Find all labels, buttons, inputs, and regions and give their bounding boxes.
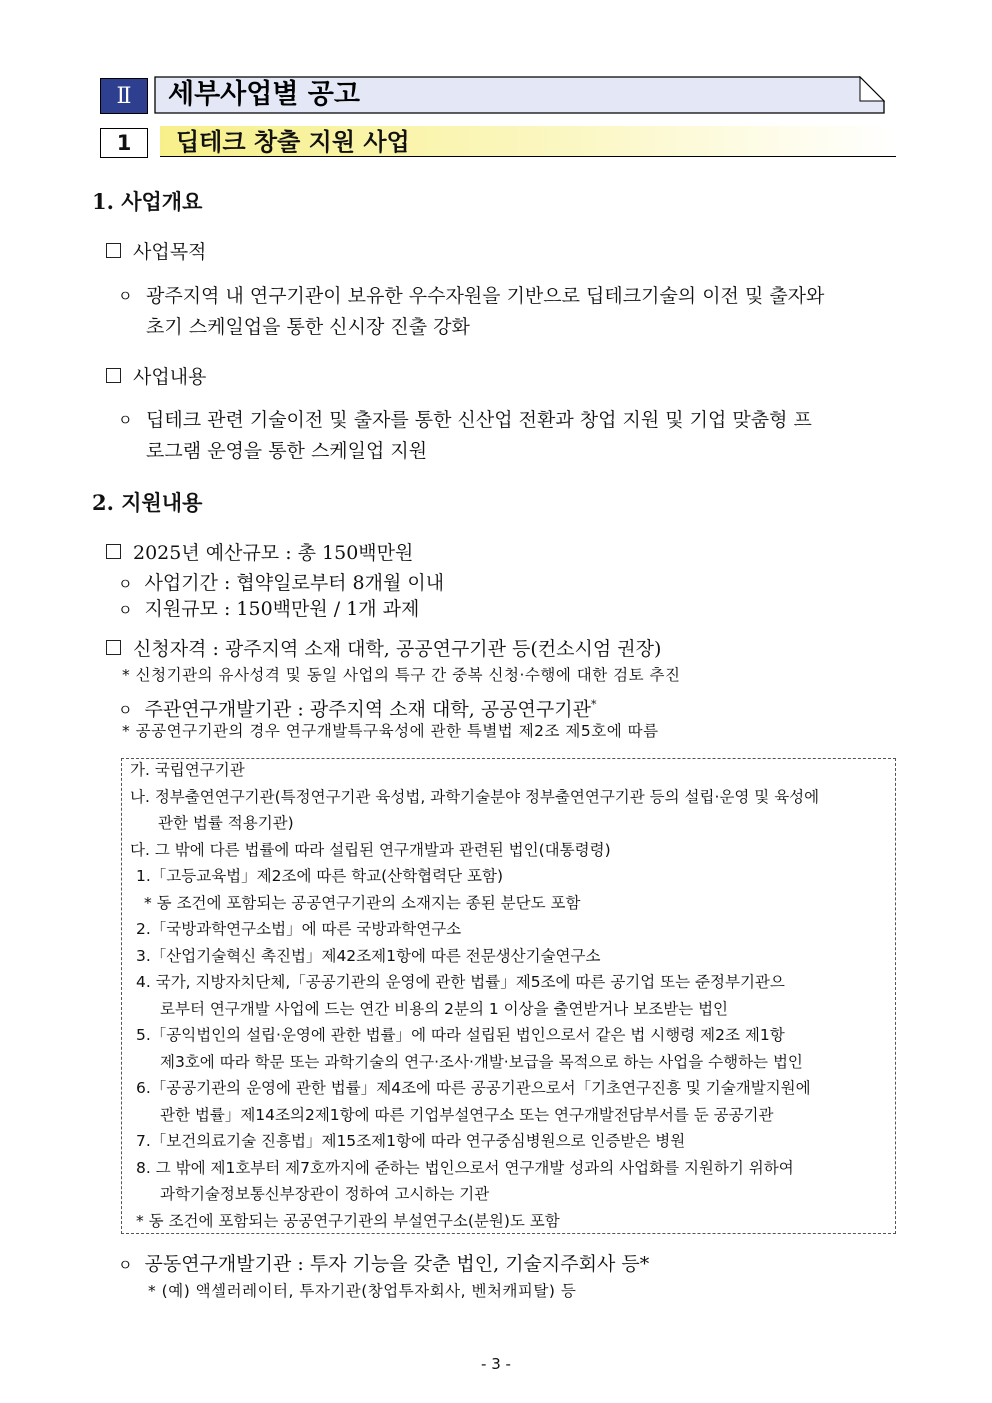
budget-heading [106, 538, 413, 565]
circle-bullet-icon: ㅇ [118, 1256, 133, 1274]
heading-support: 2. 지원내용 [92, 490, 203, 515]
box-line-14: 7.「보건의료기술 진흥법」제15조제1항에 따라 연구중심병원으로 인증받은 병원 [136, 1132, 686, 1150]
box-line-11: 제3호에 따라 학문 또는 과학기술의 연구·조사·개발·보급을 목적으로 하는 사업을 수행하는 법인 [160, 1053, 803, 1071]
budget-scale-text: 지원규모 : 150백만원 / 1개 과제 [144, 598, 420, 620]
box-line-0: 가. 국립연구기관 [130, 761, 245, 779]
lead-footnote-mark: * [590, 698, 597, 711]
content-heading [106, 362, 206, 389]
joint-institution [118, 1249, 649, 1281]
heading-overview: 1. 사업개요 [92, 189, 203, 214]
box-line-4: 1.「고등교육법」제2조에 따른 학교(산학협력단 포함) [136, 867, 504, 885]
chapter-number: Ⅱ [100, 78, 148, 114]
box-line-17: * 동 조건에 포함되는 공공연구기관의 부설연구소(분원)도 포함 [136, 1212, 560, 1230]
square-bullet-icon [106, 368, 121, 383]
eligibility-label: 신청자격 : 광주지역 소재 대학, 공공연구기관 등(컨소시엄 권장) [133, 638, 662, 660]
box-line-9: 로부터 연구개발 사업에 드는 연간 비용의 2분의 1 이상을 출연받거나 보조받는 법인 [160, 1000, 729, 1018]
eligibility-note-1: * 신청기관의 유사성격 및 동일 사업의 특구 간 중복 신청·수행에 대한 검토 추진 [122, 666, 681, 684]
square-bullet-icon [106, 243, 121, 258]
content-line-2: 로그램 운영을 통한 스케일업 지원 [146, 440, 428, 462]
eligibility-note-2: * 공공연구기관의 경우 연구개발특구육성에 관한 특별법 제2조 제5호에 따름 [122, 722, 659, 740]
joint-note: * (예) 액셀러레이터, 투자기관(창업투자회사, 벤처캐피탈) 등 [148, 1282, 577, 1300]
box-line-16: 과학기술정보통신부장관이 정하여 고시하는 기관 [160, 1185, 490, 1203]
purpose-line-2: 초기 스케일업을 통한 신시장 진출 강화 [146, 316, 470, 338]
box-line-6: 2.「국방과학연구소법」에 따른 국방과학연구소 [136, 920, 462, 938]
circle-bullet-icon: ㅇ [118, 411, 133, 429]
section-title: 딥테크 창출 지원 사업 [176, 128, 410, 156]
page-number: - 3 - [481, 1355, 511, 1373]
box-line-1: 나. 정부출연연구기관(특정연구기관 육성법, 과학기술분야 정부출연연구기관 등의 설립·운영 및 육성에 [130, 788, 820, 806]
circle-bullet-icon: ㅇ [118, 601, 133, 619]
circle-bullet-icon: ㅇ [118, 575, 133, 593]
section-number: 1 [100, 128, 148, 158]
box-line-8: 4. 국가, 지방자치단체,「공공기관의 운영에 관한 법률」제5조에 따른 공기업 또는 준정부기관으 [136, 973, 785, 991]
box-line-3: 다. 그 밖에 다른 법률에 따라 설립된 연구개발과 관련된 법인(대통령령) [130, 841, 611, 859]
chapter-title: 세부사업별 공고 [168, 79, 360, 110]
box-line-12: 6.「공공기관의 운영에 관한 법률」제4조에 따른 공공기관으로서「기초연구진흥 및 기술개발지원에 [136, 1079, 811, 1097]
budget-label: 2025년 예산규모 : 총 150백만원 [133, 542, 414, 564]
budget-item-scale [118, 594, 419, 626]
purpose-heading [106, 237, 206, 264]
joint-institution-text: 공동연구개발기관 : 투자 기능을 갖춘 법인, 기술지주회사 등* [144, 1253, 650, 1275]
budget-period-text: 사업기간 : 협약일로부터 8개월 이내 [144, 572, 445, 594]
circle-bullet-icon: ㅇ [118, 287, 133, 305]
content-label: 사업내용 [133, 366, 207, 388]
circle-bullet-icon: ㅇ [118, 701, 133, 720]
purpose-line-1: 광주지역 내 연구기관이 보유한 우수자원을 기반으로 딥테크기술의 이전 및 출자와 [146, 285, 825, 307]
content-line-1: 딥테크 관련 기술이전 및 출자를 통한 신산업 전환과 창업 지원 및 기업 맞춤형 프 [146, 409, 812, 431]
box-line-15: 8. 그 밖에 제1호부터 제7호까지에 준하는 법인으로서 연구개발 성과의 사업화를 지원하기 위하여 [136, 1159, 794, 1177]
box-line-13: 관한 법률」제14조의2제1항에 따른 기업부설연구소 또는 연구개발전담부서를 둔 공공기관 [160, 1106, 774, 1124]
box-line-7: 3.「산업기술혁신 촉진법」제42조제1항에 따른 전문생산기술연구소 [136, 947, 601, 965]
content-paragraph [118, 405, 896, 467]
square-bullet-icon [106, 640, 121, 655]
purpose-paragraph [118, 281, 896, 343]
box-line-10: 5.「공익법인의 설립·운영에 관한 법률」에 따라 설립된 법인으로서 같은 법 시행령 제2조 제1항 [136, 1026, 785, 1044]
box-line-5: * 동 조건에 포함되는 공공연구기관의 소재지는 종된 분단도 포함 [144, 894, 581, 912]
eligibility-heading [106, 634, 661, 661]
purpose-label: 사업목적 [133, 241, 207, 263]
square-bullet-icon [106, 544, 121, 559]
lead-institution-text: 주관연구개발기관 : 광주지역 소재 대학, 공공연구기관 [144, 698, 591, 721]
box-line-2: 관한 법률 적용기관) [158, 814, 294, 832]
